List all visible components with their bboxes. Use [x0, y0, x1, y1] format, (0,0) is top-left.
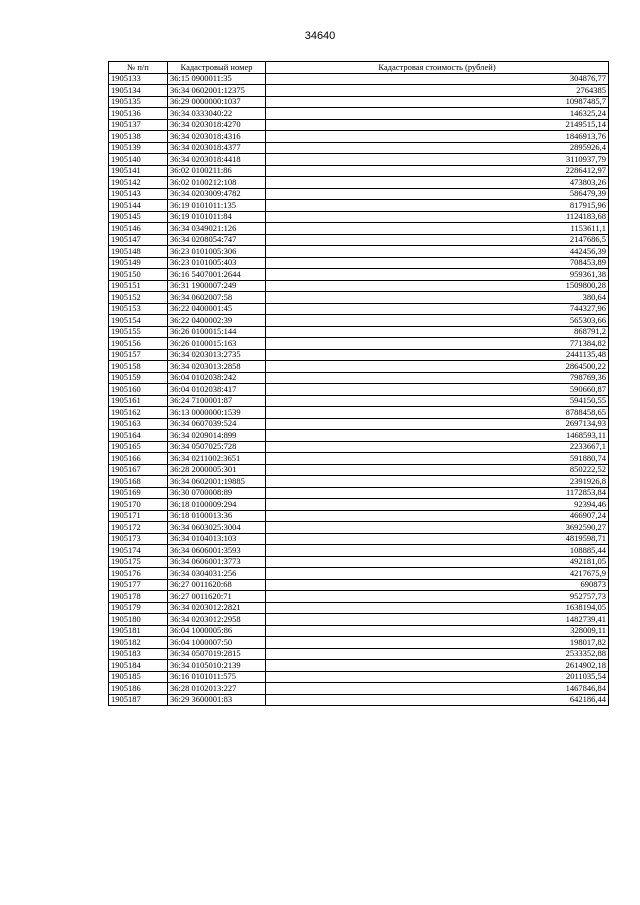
cadastral-value-cell: 1153611,1 [266, 223, 609, 235]
row-number-cell: 1905152 [109, 292, 168, 304]
row-number-cell: 1905165 [109, 441, 168, 453]
cadastral-number-cell: 36:26 0100015:163 [168, 338, 266, 350]
cadastral-value-cell: 591880,74 [266, 453, 609, 465]
table-row [109, 556, 609, 568]
row-number-cell: 1905183 [109, 648, 168, 660]
cadastral-value-cell: 850222,52 [266, 464, 609, 476]
row-number-cell: 1905156 [109, 338, 168, 350]
table-row [109, 108, 609, 120]
table-row [109, 165, 609, 177]
row-number-cell: 1905180 [109, 614, 168, 626]
table-row [109, 246, 609, 258]
row-number-cell: 1905174 [109, 545, 168, 557]
cadastral-value-cell: 1482739,41 [266, 614, 609, 626]
table-body [109, 73, 609, 706]
cadastral-number-cell: 36:19 0101011:135 [168, 200, 266, 212]
row-number-cell: 1905171 [109, 510, 168, 522]
cadastral-value-cell: 1638194,05 [266, 602, 609, 614]
cadastral-number-cell: 36:34 0104013:103 [168, 533, 266, 545]
header-row-number: № п/п [109, 62, 168, 74]
table-row [109, 349, 609, 361]
table-row [109, 315, 609, 327]
row-number-cell: 1905140 [109, 154, 168, 166]
cadastral-value-cell: 2697134,93 [266, 418, 609, 430]
cadastral-number-cell: 36:34 0606001:3593 [168, 545, 266, 557]
table-row [109, 602, 609, 614]
table-row [109, 96, 609, 108]
cadastral-value-cell: 492181,05 [266, 556, 609, 568]
cadastral-value-cell: 771384,82 [266, 338, 609, 350]
cadastral-value-cell: 2895926,4 [266, 142, 609, 154]
row-number-cell: 1905170 [109, 499, 168, 511]
cadastral-value-cell: 1509800,28 [266, 280, 609, 292]
table-row [109, 464, 609, 476]
cadastral-value-cell: 2149515,14 [266, 119, 609, 131]
cadastral-value-cell: 1467846,84 [266, 683, 609, 695]
table-row [109, 418, 609, 430]
cadastral-number-cell: 36:34 0507025:728 [168, 441, 266, 453]
row-number-cell: 1905154 [109, 315, 168, 327]
row-number-cell: 1905168 [109, 476, 168, 488]
cadastral-number-cell: 36:24 7100001:87 [168, 395, 266, 407]
row-number-cell: 1905135 [109, 96, 168, 108]
cadastral-value-cell: 708453,89 [266, 257, 609, 269]
cadastral-value-cell: 744327,96 [266, 303, 609, 315]
row-number-cell: 1905145 [109, 211, 168, 223]
cadastral-value-cell: 328009,11 [266, 625, 609, 637]
row-number-cell: 1905181 [109, 625, 168, 637]
cadastral-value-cell: 4217675,9 [266, 568, 609, 580]
cadastral-number-cell: 36:34 0304031:256 [168, 568, 266, 580]
cadastral-value-cell: 1124183,68 [266, 211, 609, 223]
row-number-cell: 1905164 [109, 430, 168, 442]
row-number-cell: 1905149 [109, 257, 168, 269]
cadastral-value-cell: 565303,66 [266, 315, 609, 327]
table-row [109, 660, 609, 672]
cadastral-value-cell: 2614902,18 [266, 660, 609, 672]
table-row [109, 85, 609, 97]
cadastral-value-table [108, 61, 609, 706]
cadastral-value-cell: 959361,38 [266, 269, 609, 281]
cadastral-number-cell: 36:23 0101005:306 [168, 246, 266, 258]
cadastral-value-cell: 690873 [266, 579, 609, 591]
table-row [109, 694, 609, 706]
cadastral-number-cell: 36:34 0105010:2139 [168, 660, 266, 672]
cadastral-value-cell: 442456,39 [266, 246, 609, 258]
row-number-cell: 1905133 [109, 73, 168, 85]
row-number-cell: 1905157 [109, 349, 168, 361]
table-row [109, 476, 609, 488]
cadastral-number-cell: 36:16 5407001:2644 [168, 269, 266, 281]
cadastral-value-cell: 198017,82 [266, 637, 609, 649]
cadastral-number-cell: 36:02 0100211:86 [168, 165, 266, 177]
cadastral-number-cell: 36:27 0011620:71 [168, 591, 266, 603]
table-row [109, 545, 609, 557]
cadastral-number-cell: 36:22 0400002:39 [168, 315, 266, 327]
row-number-cell: 1905166 [109, 453, 168, 465]
table-row [109, 303, 609, 315]
row-number-cell: 1905148 [109, 246, 168, 258]
table-row [109, 142, 609, 154]
cadastral-number-cell: 36:34 0208054:747 [168, 234, 266, 246]
table-row [109, 522, 609, 534]
cadastral-value-cell: 2764385 [266, 85, 609, 97]
table-row [109, 361, 609, 373]
cadastral-value-cell: 868791,2 [266, 326, 609, 338]
row-number-cell: 1905163 [109, 418, 168, 430]
row-number-cell: 1905138 [109, 131, 168, 143]
table-row [109, 499, 609, 511]
table-row [109, 280, 609, 292]
table-row [109, 269, 609, 281]
row-number-cell: 1905176 [109, 568, 168, 580]
table-row [109, 154, 609, 166]
cadastral-number-cell: 36:34 0602001:12375 [168, 85, 266, 97]
cadastral-value-cell: 2391926,8 [266, 476, 609, 488]
table-row [109, 223, 609, 235]
table-row [109, 637, 609, 649]
row-number-cell: 1905144 [109, 200, 168, 212]
cadastral-number-cell: 36:02 0100212:108 [168, 177, 266, 189]
table-row [109, 200, 609, 212]
cadastral-number-cell: 36:04 1000007:50 [168, 637, 266, 649]
row-number-cell: 1905141 [109, 165, 168, 177]
row-number-cell: 1905134 [109, 85, 168, 97]
row-number-cell: 1905150 [109, 269, 168, 281]
table-row [109, 384, 609, 396]
table-row [109, 338, 609, 350]
cadastral-value-cell: 8788458,65 [266, 407, 609, 419]
table-row [109, 579, 609, 591]
row-number-cell: 1905151 [109, 280, 168, 292]
cadastral-number-cell: 36:15 0900011:35 [168, 73, 266, 85]
header-cadastral-number: Кадастровый номер [168, 62, 266, 74]
table-row [109, 441, 609, 453]
table-row [109, 188, 609, 200]
row-number-cell: 1905162 [109, 407, 168, 419]
cadastral-number-cell: 36:34 0203009:4782 [168, 188, 266, 200]
row-number-cell: 1905137 [109, 119, 168, 131]
cadastral-value-cell: 108885,44 [266, 545, 609, 557]
row-number-cell: 1905177 [109, 579, 168, 591]
cadastral-value-cell: 590660,87 [266, 384, 609, 396]
cadastral-value-cell: 586479,39 [266, 188, 609, 200]
cadastral-value-cell: 817915,96 [266, 200, 609, 212]
cadastral-number-cell: 36:27 0011620:68 [168, 579, 266, 591]
table-row [109, 510, 609, 522]
row-number-cell: 1905179 [109, 602, 168, 614]
row-number-cell: 1905143 [109, 188, 168, 200]
cadastral-number-cell: 36:34 0203018:4316 [168, 131, 266, 143]
page-number: 34640 [304, 30, 336, 42]
row-number-cell: 1905175 [109, 556, 168, 568]
table-row [109, 395, 609, 407]
cadastral-number-cell: 36:26 0100015:144 [168, 326, 266, 338]
table-row [109, 671, 609, 683]
cadastral-number-cell: 36:34 0209014:899 [168, 430, 266, 442]
cadastral-number-cell: 36:34 0203018:4418 [168, 154, 266, 166]
cadastral-value-cell: 1172853,84 [266, 487, 609, 499]
cadastral-value-cell: 4819598,71 [266, 533, 609, 545]
row-number-cell: 1905161 [109, 395, 168, 407]
table-row [109, 533, 609, 545]
cadastral-number-cell: 36:34 0203018:4377 [168, 142, 266, 154]
cadastral-number-cell: 36:18 0100009:294 [168, 499, 266, 511]
row-number-cell: 1905147 [109, 234, 168, 246]
table-row [109, 177, 609, 189]
cadastral-value-cell: 2011035,54 [266, 671, 609, 683]
row-number-cell: 1905160 [109, 384, 168, 396]
row-number-cell: 1905146 [109, 223, 168, 235]
cadastral-number-cell: 36:34 0333040:22 [168, 108, 266, 120]
table-row [109, 430, 609, 442]
cadastral-value-cell: 2864500,22 [266, 361, 609, 373]
table-row [109, 614, 609, 626]
cadastral-value-cell: 1846913,76 [266, 131, 609, 143]
table-row [109, 73, 609, 85]
row-number-cell: 1905142 [109, 177, 168, 189]
table-row [109, 591, 609, 603]
cadastral-number-cell: 36:34 0203013:2858 [168, 361, 266, 373]
table-row [109, 119, 609, 131]
table-row [109, 131, 609, 143]
cadastral-number-cell: 36:18 0100013:36 [168, 510, 266, 522]
table-row [109, 211, 609, 223]
cadastral-value-cell: 1468593,11 [266, 430, 609, 442]
cadastral-value-cell: 473803,26 [266, 177, 609, 189]
cadastral-value-cell: 10987485,7 [266, 96, 609, 108]
table-row [109, 625, 609, 637]
row-number-cell: 1905158 [109, 361, 168, 373]
cadastral-value-cell: 2533352,88 [266, 648, 609, 660]
row-number-cell: 1905186 [109, 683, 168, 695]
cadastral-number-cell: 36:34 0603025:3004 [168, 522, 266, 534]
cadastral-number-cell: 36:34 0607039:524 [168, 418, 266, 430]
cadastral-number-cell: 36:34 0203013:2735 [168, 349, 266, 361]
row-number-cell: 1905167 [109, 464, 168, 476]
cadastral-number-cell: 36:30 0700008:89 [168, 487, 266, 499]
cadastral-value-cell: 146325,24 [266, 108, 609, 120]
cadastral-number-cell: 36:16 0101011:575 [168, 671, 266, 683]
row-number-cell: 1905182 [109, 637, 168, 649]
cadastral-number-cell: 36:34 0507019:2815 [168, 648, 266, 660]
cadastral-value-cell: 2441135,48 [266, 349, 609, 361]
cadastral-number-cell: 36:31 1900007:249 [168, 280, 266, 292]
cadastral-number-cell: 36:13 0000000:1539 [168, 407, 266, 419]
cadastral-value-cell: 952757,73 [266, 591, 609, 603]
table-row [109, 407, 609, 419]
cadastral-value-cell: 594150,55 [266, 395, 609, 407]
table-row [109, 683, 609, 695]
row-number-cell: 1905136 [109, 108, 168, 120]
row-number-cell: 1905169 [109, 487, 168, 499]
cadastral-number-cell: 36:23 0101005:403 [168, 257, 266, 269]
row-number-cell: 1905172 [109, 522, 168, 534]
cadastral-number-cell: 36:29 3600001:83 [168, 694, 266, 706]
cadastral-number-cell: 36:34 0349021:126 [168, 223, 266, 235]
cadastral-value-cell: 2147686,5 [266, 234, 609, 246]
cadastral-number-cell: 36:34 0203018:4270 [168, 119, 266, 131]
row-number-cell: 1905184 [109, 660, 168, 672]
cadastral-number-cell: 36:34 0203012:2821 [168, 602, 266, 614]
table-row [109, 292, 609, 304]
table-row [109, 372, 609, 384]
cadastral-number-cell: 36:28 0102013:227 [168, 683, 266, 695]
cadastral-value-cell: 642186,44 [266, 694, 609, 706]
cadastral-value-cell: 3110937,79 [266, 154, 609, 166]
row-number-cell: 1905185 [109, 671, 168, 683]
cadastral-number-cell: 36:04 0102038:242 [168, 372, 266, 384]
cadastral-number-cell: 36:34 0606001:3773 [168, 556, 266, 568]
cadastral-value-cell: 2233667,1 [266, 441, 609, 453]
table-row [109, 568, 609, 580]
cadastral-number-cell: 36:29 0000000:1037 [168, 96, 266, 108]
cadastral-value-cell: 92394,46 [266, 499, 609, 511]
header-cadastral-value: Кадастровая стоимость (рублей) [266, 62, 609, 74]
table-row [109, 257, 609, 269]
cadastral-value-cell: 466907,24 [266, 510, 609, 522]
row-number-cell: 1905159 [109, 372, 168, 384]
cadastral-number-cell: 36:28 2000005:301 [168, 464, 266, 476]
cadastral-number-cell: 36:04 0102038:417 [168, 384, 266, 396]
cadastral-number-cell: 36:34 0602007:58 [168, 292, 266, 304]
row-number-cell: 1905155 [109, 326, 168, 338]
table-row [109, 453, 609, 465]
table-header-row [109, 62, 609, 74]
cadastral-value-cell: 3692590,27 [266, 522, 609, 534]
row-number-cell: 1905178 [109, 591, 168, 603]
cadastral-number-cell: 36:19 0101011:84 [168, 211, 266, 223]
row-number-cell: 1905173 [109, 533, 168, 545]
table-row [109, 487, 609, 499]
table-row [109, 234, 609, 246]
cadastral-number-cell: 36:04 1000005:86 [168, 625, 266, 637]
cadastral-value-cell: 798769,36 [266, 372, 609, 384]
cadastral-number-cell: 36:34 0203012:2958 [168, 614, 266, 626]
cadastral-number-cell: 36:22 0400001:45 [168, 303, 266, 315]
cadastral-number-cell: 36:34 0211002:3651 [168, 453, 266, 465]
row-number-cell: 1905139 [109, 142, 168, 154]
cadastral-value-cell: 2286412,97 [266, 165, 609, 177]
table-row [109, 648, 609, 660]
row-number-cell: 1905153 [109, 303, 168, 315]
cadastral-value-cell: 304876,77 [266, 73, 609, 85]
cadastral-value-cell: 380,64 [266, 292, 609, 304]
table-row [109, 326, 609, 338]
row-number-cell: 1905187 [109, 694, 168, 706]
cadastral-number-cell: 36:34 0602001:19885 [168, 476, 266, 488]
